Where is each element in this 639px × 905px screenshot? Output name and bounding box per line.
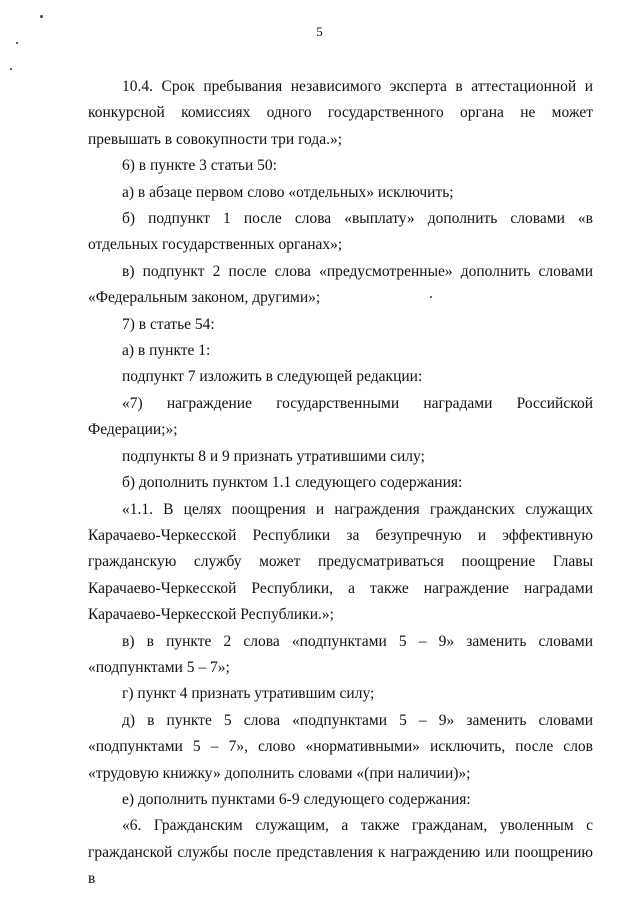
paragraph-point-1-1: «1.1. В целях поощрения и награждения гражданских служащих Карачаево-Черкесской Республики за безупречную и эффективную гражданскую службу может предусматриваться поощрение Главы Карачаево-Черкесской Республики, а также награждение наградами Карачаево-Черкесской Республики.»; [88,500,593,624]
paragraph-item-6b: б) подпункт 1 после слова «выплату» дополнить словами «в отдельных государственных органах»; [88,210,593,254]
paragraph-item-6v: в) подпункт 2 после слова «предусмотренные» дополнить словами «Федеральным законом, другими»; [88,262,593,307]
paragraph-item-7: 7) в статье 54: [122,315,215,333]
paragraph-item-6a: а) в абзаце первом слово «отдельных» исключить; [122,183,454,201]
paragraph-subitems-8-9: подпункты 8 и 9 признать утратившими силу; [122,447,425,465]
scan-speck [40,15,43,18]
paragraph-point-6: «6. Гражданским служащим, а также гражданам, уволенным с гражданской службы после представления к награждению или поощрению в [88,817,593,888]
paragraph-item-7d: д) в пункте 5 слова «подпунктами 5 – 9» заменить словами «подпунктами 5 – 7», слово «нормативными» исключить, после слов «трудовую книжку» дополнить словами «(при наличии)»; [88,711,593,782]
paragraph-item-7g: г) пункт 4 признать утратившим силу; [122,685,375,703]
document-body [88,74,593,893]
paragraph-subitem-7-edit: подпункт 7 изложить в следующей редакции: [122,368,423,386]
paragraph-item-7a: а) в пункте 1: [122,342,211,360]
scan-speck [10,68,12,70]
paragraph-item-7b: б) дополнить пунктом 1.1 следующего содержания: [122,474,463,492]
paragraph-subitem-7-text: «7) награждение государственными наградами Российской Федерации;»; [88,394,593,439]
paragraph-item-7v: в) в пункте 2 слова «подпунктами 5 – 9» заменить словами «подпунктами 5 – 7»; [88,632,593,676]
paragraph-10-4: 10.4. Срок пребывания независимого эксперта в аттестационной и конкурсной комиссиях одного государственного органа не может превышать в совокупности три года.»; [88,78,593,148]
page-number: 5 [316,24,323,39]
paragraph-item-7e: е) дополнить пунктами 6-9 следующего содержания: [122,790,471,808]
scan-speck [16,42,18,44]
paragraph-item-6: 6) в пункте 3 статьи 50: [122,157,277,175]
